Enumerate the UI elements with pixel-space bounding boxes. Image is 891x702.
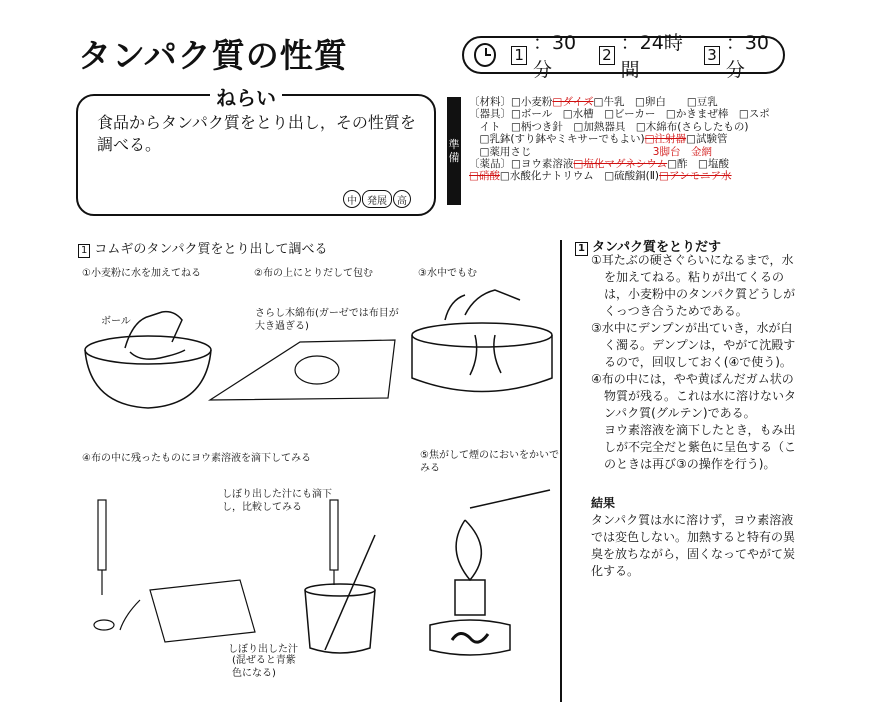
cloth-illustration [210,340,395,400]
prep-label-2: 備 [448,151,460,164]
step-2-caption: ②布の上にとりだして包む [254,268,373,279]
reagents-text: 〔薬品〕□ヨウ素溶液 [469,158,574,171]
step-3-caption: ③水中でもむ [418,268,477,279]
materials-text: □牛乳 □卵白 □豆乳 [593,96,718,108]
result-text: タンパク質は水に溶けず，ヨウ素溶液では変色しない。加熱すると特有の異臭を放ちながら，固くなってやがて炭化する。 [591,513,796,578]
burner-illustration [430,490,550,655]
prep-label-1: 準 [448,138,460,151]
step-number-1: 1 [511,46,527,65]
struck-item: □塩化マグネシウム [573,158,668,171]
juice-note: (混ぜると青紫色になる) [232,655,296,679]
dropper-illustration [94,500,338,642]
section-heading [78,238,327,258]
badge-middle: 中 [343,190,361,208]
squeeze-note: しぼり出した汁にも滴下し，比較してみる [222,489,332,513]
instruction-3: ③水中にデンプンが出ていき，水が白く濁る。デンプンは，やがて沈殿するので，回収しておく(④で使う)。 [591,321,796,369]
instruction-4-note: ヨウ素溶液を滴下したとき，もみ出しが不完全だと紫色に呈色する（このときは再び③の操作を行う)。 [604,423,797,471]
reagents-line [469,170,799,182]
equipment-text: □薬用さじ [469,145,532,158]
prep-label [447,97,461,205]
clock-icon [474,43,496,67]
materials-line [469,96,799,108]
bowl-label: ボール [101,316,131,327]
juice-label: しぼり出した汁 [228,644,298,655]
step-number-2: 2 [599,46,615,65]
handwritten-addition: 3脚台 金網 [652,145,712,158]
section-number: 1 [78,244,90,258]
step-number-3: 3 [704,46,720,65]
materials-text: 〔材料〕□小麦粉 [469,96,553,108]
struck-item: □硝酸 [469,170,500,183]
materials-list [469,96,799,183]
right-heading-text: タンパク質をとりだす [591,240,722,255]
instruction-1: ①耳たぶの硬さぐらいになるまで，水を加えてねる。粘りが出てくるのは，小麦粉中のタンパク質どうしがくっつき合うためである。 [591,253,796,318]
badge-advanced: 発展 [362,190,392,208]
goal-title: ねらい [210,82,282,111]
struck-item: □注射器 [644,133,687,146]
column-divider [560,240,562,702]
equipment-text: □試験管 [686,133,728,146]
result-heading: 結果 [591,496,616,510]
badge-high: 高 [393,190,411,208]
cloth-label: さらし木綿布(ガーゼでは布目が大き過ぎる) [255,308,399,332]
instructions-text [591,252,801,580]
struck-item: □ダイズ [552,96,594,108]
equipment-line: イト □柄つき針 □加熱器具 □木綿布(さらしたもの) [469,120,749,133]
right-number: 1 [575,242,588,256]
reagents-text: □酢 □塩酸 [667,158,729,171]
time-1: ：30分 [532,32,577,81]
section-title: コムギのタンパク質をとり出して調べる [94,242,328,257]
step-5-caption: ⑤焦がして煙のにおいをかいでみる [420,450,559,474]
level-badges [343,190,411,208]
reagents-text: □水酸化ナトリウム □硫酸銅(Ⅱ) [499,170,660,183]
struck-item: □アンモニア水 [659,170,732,183]
goal-text: 食品からタンパク質をとり出し，その性質を調べる。 [97,113,416,154]
reagents-line [469,158,799,170]
page-title: タンパク質の性質 [78,36,348,75]
instruction-4: ④布の中には，やや黄ばんだガム状の物質が残る。これは水に溶けないタンパク質(グルテン)である。 [591,372,797,420]
time-box [462,32,785,81]
step-4-caption: ④布の中に残ったものにヨウ素溶液を滴下してみる [82,453,311,464]
equipment-line [469,133,799,145]
step-1-caption: ①小麦粉に水を加えてねる [82,268,201,279]
time-3: ：30分 [725,32,770,81]
equipment-line [469,146,799,158]
equipment-line: 〔器具〕□ボール □水槽 □ビーカー □かきまぜ棒 □スポ [469,108,770,121]
beaker-illustration [305,535,375,653]
water-tank-illustration [412,290,552,392]
time-2: ：24時間 [620,32,683,81]
equipment-text: □乳鉢(すり鉢やミキサーでもよい) [469,133,645,146]
